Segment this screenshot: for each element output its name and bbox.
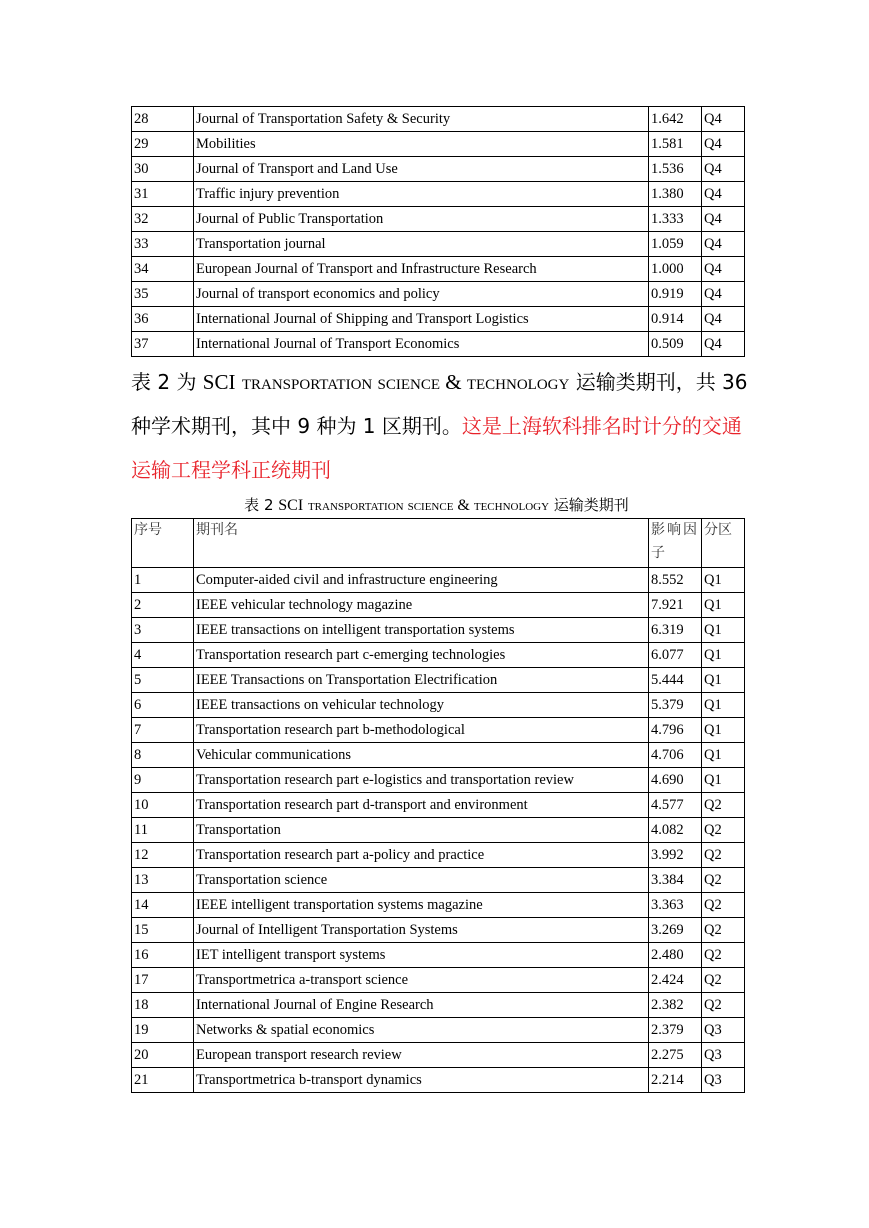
serial-cell: 17: [132, 968, 194, 993]
paragraph-text-2: 运输类期刊，共 36: [569, 370, 748, 394]
quartile-cell: Q4: [702, 157, 745, 182]
paragraph-highlight: 这是上海软科排名时计分的交通运输工程学科正统期刊: [131, 414, 742, 482]
quartile-cell: Q1: [702, 668, 745, 693]
impact-factor-cell: 7.921: [649, 593, 702, 618]
serial-cell: 4: [132, 643, 194, 668]
paragraph-text-3: 种学术期刊，其中 9 种为 1 区期刊。: [131, 414, 462, 438]
table-row: [132, 107, 745, 132]
impact-factor-cell: 3.363: [649, 893, 702, 918]
table-row: [132, 818, 745, 843]
quartile-cell: Q3: [702, 1068, 745, 1093]
serial-cell: 13: [132, 868, 194, 893]
serial-cell: 15: [132, 918, 194, 943]
journal-name-cell: Transportation science: [194, 868, 649, 893]
journal-name-cell: IEEE transactions on intelligent transportation systems: [194, 618, 649, 643]
serial-cell: 37: [132, 332, 194, 357]
paragraph-sci: SCI: [202, 370, 236, 394]
serial-cell: 12: [132, 843, 194, 868]
serial-cell: 5: [132, 668, 194, 693]
serial-cell: 28: [132, 107, 194, 132]
table-row: [132, 693, 745, 718]
table-row: [132, 718, 745, 743]
impact-factor-cell: 1.333: [649, 207, 702, 232]
table-row: [132, 593, 745, 618]
impact-factor-cell: 6.319: [649, 618, 702, 643]
table-row: [132, 743, 745, 768]
impact-factor-cell: 2.424: [649, 968, 702, 993]
journal-name-cell: International Journal of Transport Economics: [194, 332, 649, 357]
quartile-cell: Q4: [702, 132, 745, 157]
table-row: [132, 282, 745, 307]
paragraph-line-1: [131, 360, 746, 404]
header-journal-name: 期刊名: [194, 519, 649, 568]
quartile-cell: Q1: [702, 743, 745, 768]
impact-factor-cell: 4.690: [649, 768, 702, 793]
quartile-cell: Q1: [702, 643, 745, 668]
paragraph-text-1: 表 2 为: [131, 370, 203, 394]
journal-name-cell: IEEE intelligent transportation systems magazine: [194, 893, 649, 918]
impact-factor-cell: 2.480: [649, 943, 702, 968]
impact-factor-cell: 3.992: [649, 843, 702, 868]
serial-cell: 7: [132, 718, 194, 743]
quartile-cell: Q2: [702, 818, 745, 843]
table-row: [132, 157, 745, 182]
caption-category: transportation science & technology: [307, 497, 550, 514]
quartile-cell: Q4: [702, 182, 745, 207]
impact-factor-cell: 6.077: [649, 643, 702, 668]
serial-cell: 2: [132, 593, 194, 618]
journal-name-cell: International Journal of Shipping and Transport Logistics: [194, 307, 649, 332]
caption-sci: SCI: [278, 497, 304, 514]
serial-cell: 1: [132, 568, 194, 593]
caption-suffix: 运输类期刊: [549, 496, 629, 514]
quartile-cell: Q2: [702, 918, 745, 943]
journal-table-continued-body: [132, 107, 745, 357]
journal-name-cell: Journal of Transportation Safety & Security: [194, 107, 649, 132]
table-header-row: [132, 519, 745, 568]
quartile-cell: Q4: [702, 107, 745, 132]
impact-factor-cell: 4.796: [649, 718, 702, 743]
serial-cell: 8: [132, 743, 194, 768]
serial-cell: 19: [132, 1018, 194, 1043]
table-row: [132, 132, 745, 157]
impact-factor-cell: 0.919: [649, 282, 702, 307]
impact-factor-cell: 1.536: [649, 157, 702, 182]
caption-prefix: 表 2: [244, 496, 279, 514]
table-row: [132, 793, 745, 818]
serial-cell: 21: [132, 1068, 194, 1093]
journal-name-cell: Journal of transport economics and policy: [194, 282, 649, 307]
header-serial: 序号: [132, 519, 194, 568]
journal-name-cell: Transportation research part c-emerging technologies: [194, 643, 649, 668]
quartile-cell: Q1: [702, 568, 745, 593]
journal-name-cell: European Journal of Transport and Infrastructure Research: [194, 257, 649, 282]
impact-factor-cell: 2.214: [649, 1068, 702, 1093]
quartile-cell: Q3: [702, 1043, 745, 1068]
journal-name-cell: Transportmetrica b-transport dynamics: [194, 1068, 649, 1093]
journal-name-cell: Transportmetrica a-transport science: [194, 968, 649, 993]
header-quartile: 分区: [702, 519, 745, 568]
serial-cell: 32: [132, 207, 194, 232]
quartile-cell: Q3: [702, 1018, 745, 1043]
table-row: [132, 1043, 745, 1068]
journal-name-cell: IEEE transactions on vehicular technology: [194, 693, 649, 718]
journal-name-cell: Computer-aided civil and infrastructure engineering: [194, 568, 649, 593]
journal-name-cell: Journal of Public Transportation: [194, 207, 649, 232]
table-row: [132, 182, 745, 207]
serial-cell: 30: [132, 157, 194, 182]
table-row: [132, 568, 745, 593]
journal-name-cell: Vehicular communications: [194, 743, 649, 768]
impact-factor-cell: 2.379: [649, 1018, 702, 1043]
quartile-cell: Q4: [702, 282, 745, 307]
impact-factor-cell: 1.642: [649, 107, 702, 132]
serial-cell: 11: [132, 818, 194, 843]
journal-name-cell: Transportation: [194, 818, 649, 843]
quartile-cell: Q4: [702, 307, 745, 332]
impact-factor-cell: 5.444: [649, 668, 702, 693]
journal-table: [131, 518, 745, 1093]
header-impact-factor: 影响因子: [649, 519, 702, 568]
journal-name-cell: IEEE vehicular technology magazine: [194, 593, 649, 618]
impact-factor-cell: 1.000: [649, 257, 702, 282]
journal-name-cell: Transportation journal: [194, 232, 649, 257]
table-row: [132, 893, 745, 918]
journal-name-cell: Transportation research part e-logistics and transportation review: [194, 768, 649, 793]
impact-factor-cell: 5.379: [649, 693, 702, 718]
serial-cell: 34: [132, 257, 194, 282]
table-row: [132, 643, 745, 668]
table-caption: [131, 494, 742, 517]
impact-factor-cell: 4.706: [649, 743, 702, 768]
quartile-cell: Q2: [702, 968, 745, 993]
quartile-cell: Q2: [702, 993, 745, 1018]
paragraph-category: transportation science & technology: [241, 370, 570, 394]
table-row: [132, 232, 745, 257]
table-row: [132, 1018, 745, 1043]
table-row: [132, 207, 745, 232]
journal-name-cell: European transport research review: [194, 1043, 649, 1068]
table-row: [132, 768, 745, 793]
table-row: [132, 918, 745, 943]
quartile-cell: Q2: [702, 943, 745, 968]
serial-cell: 31: [132, 182, 194, 207]
quartile-cell: Q1: [702, 593, 745, 618]
serial-cell: 16: [132, 943, 194, 968]
journal-name-cell: Transportation research part d-transport and environment: [194, 793, 649, 818]
impact-factor-cell: 0.509: [649, 332, 702, 357]
serial-cell: 35: [132, 282, 194, 307]
impact-factor-cell: 2.382: [649, 993, 702, 1018]
journal-name-cell: IET intelligent transport systems: [194, 943, 649, 968]
impact-factor-cell: 3.269: [649, 918, 702, 943]
table-row: [132, 257, 745, 282]
quartile-cell: Q4: [702, 257, 745, 282]
journal-table-body: [132, 519, 745, 1093]
serial-cell: 20: [132, 1043, 194, 1068]
journal-name-cell: Traffic injury prevention: [194, 182, 649, 207]
quartile-cell: Q4: [702, 207, 745, 232]
serial-cell: 33: [132, 232, 194, 257]
quartile-cell: Q2: [702, 793, 745, 818]
table-row: [132, 968, 745, 993]
impact-factor-cell: 3.384: [649, 868, 702, 893]
quartile-cell: Q4: [702, 232, 745, 257]
quartile-cell: Q1: [702, 618, 745, 643]
impact-factor-cell: 1.059: [649, 232, 702, 257]
table-row: [132, 1068, 745, 1093]
journal-name-cell: Journal of Intelligent Transportation Systems: [194, 918, 649, 943]
impact-factor-cell: 8.552: [649, 568, 702, 593]
table-row: [132, 843, 745, 868]
impact-factor-cell: 4.082: [649, 818, 702, 843]
quartile-cell: Q1: [702, 718, 745, 743]
impact-factor-cell: 2.275: [649, 1043, 702, 1068]
table-row: [132, 618, 745, 643]
journal-name-cell: Transportation research part b-methodological: [194, 718, 649, 743]
serial-cell: 29: [132, 132, 194, 157]
quartile-cell: Q2: [702, 893, 745, 918]
quartile-cell: Q1: [702, 768, 745, 793]
table-row: [132, 307, 745, 332]
table-row: [132, 943, 745, 968]
quartile-cell: Q1: [702, 693, 745, 718]
serial-cell: 10: [132, 793, 194, 818]
journal-table-continued: [131, 106, 745, 357]
journal-name-cell: International Journal of Engine Research: [194, 993, 649, 1018]
impact-factor-cell: 1.581: [649, 132, 702, 157]
impact-factor-cell: 0.914: [649, 307, 702, 332]
serial-cell: 9: [132, 768, 194, 793]
table-row: [132, 332, 745, 357]
serial-cell: 36: [132, 307, 194, 332]
journal-name-cell: Journal of Transport and Land Use: [194, 157, 649, 182]
quartile-cell: Q2: [702, 843, 745, 868]
journal-name-cell: Networks & spatial economics: [194, 1018, 649, 1043]
table-row: [132, 668, 745, 693]
table-row: [132, 993, 745, 1018]
journal-name-cell: Transportation research part a-policy and practice: [194, 843, 649, 868]
serial-cell: 3: [132, 618, 194, 643]
impact-factor-cell: 1.380: [649, 182, 702, 207]
serial-cell: 18: [132, 993, 194, 1018]
serial-cell: 14: [132, 893, 194, 918]
description-paragraph: [131, 360, 746, 492]
quartile-cell: Q4: [702, 332, 745, 357]
serial-cell: 6: [132, 693, 194, 718]
impact-factor-cell: 4.577: [649, 793, 702, 818]
quartile-cell: Q2: [702, 868, 745, 893]
table-row: [132, 868, 745, 893]
journal-name-cell: IEEE Transactions on Transportation Electrification: [194, 668, 649, 693]
journal-name-cell: Mobilities: [194, 132, 649, 157]
